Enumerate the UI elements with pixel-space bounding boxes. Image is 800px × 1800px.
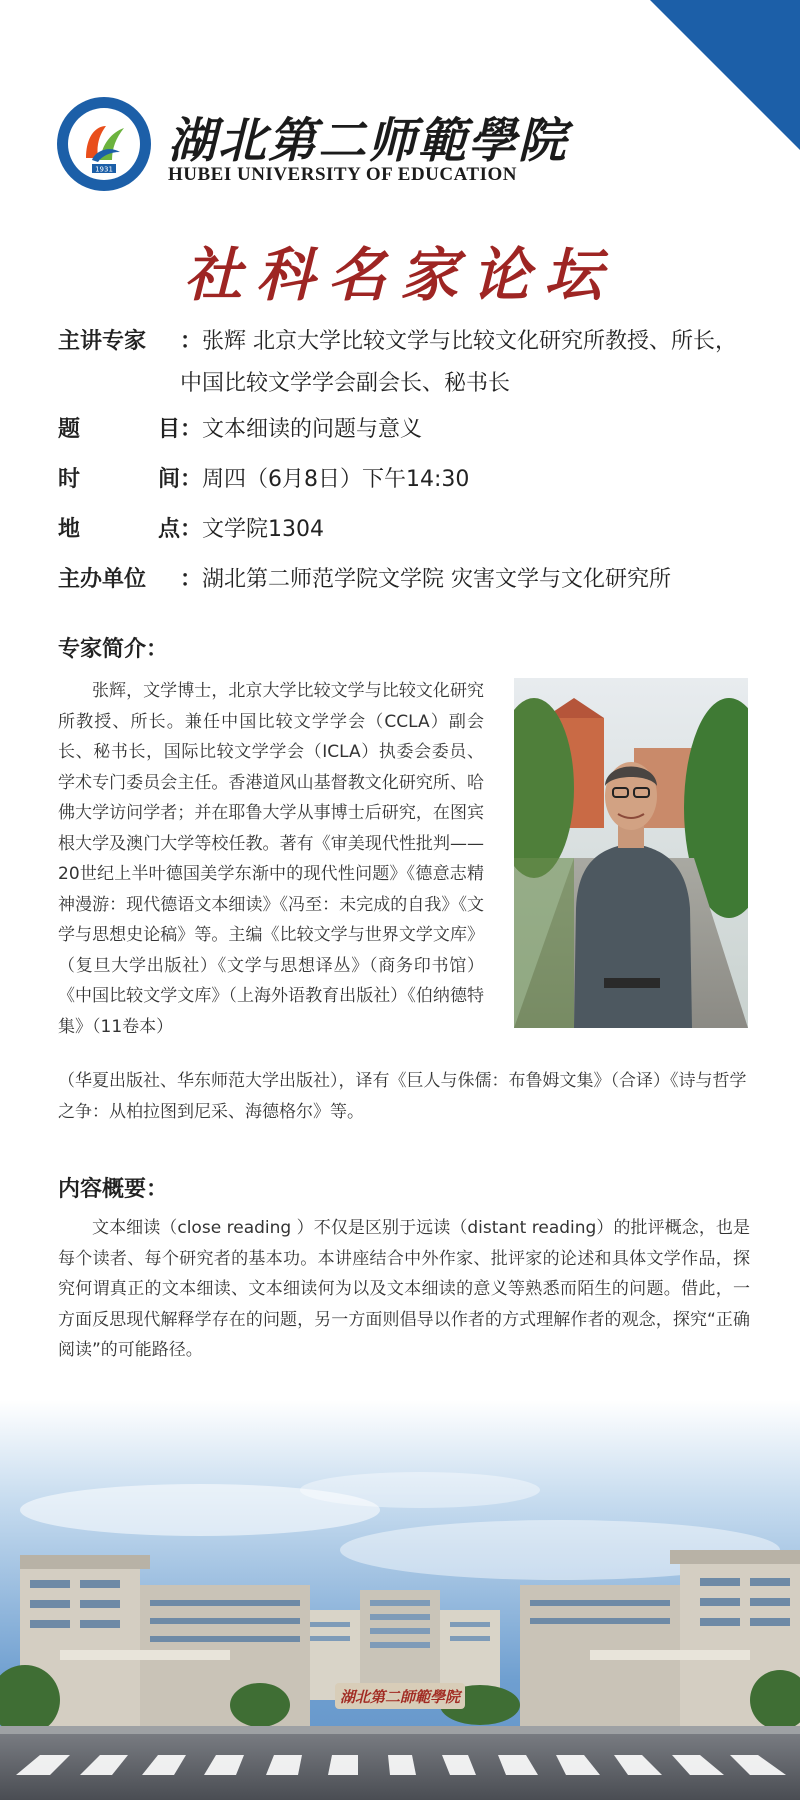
school-name-cn: 湖北第二师範學院 — [168, 113, 569, 169]
logo-year: 1931 — [95, 165, 113, 174]
topic-label: 题 目 — [58, 417, 180, 442]
info-colon: ： — [180, 467, 203, 492]
summary-title: 内容概要： — [58, 1177, 169, 1202]
info-row-topic — [58, 414, 788, 446]
host-label: 主办单位 — [58, 567, 147, 592]
expert-label: 主讲专家 — [58, 329, 147, 354]
bio-text: 张辉，文学博士，北京大学比较文学与比较文化研究所教授、所长。兼任中国比较文学学会（CCLA）副会长、秘书长，国际比较文学学会（ICLA）执委会委员、学术专门委员会主任。香港道风山基督教文化研究所、哈佛大学访问学者；并在耶鲁大学从事博士后研究，在图宾根大学及澳门大学等校任教。著有《审美现代性批判——20世纪上半叶德国美学东渐中的现代性问题》《德意志精神漫游：现代德语文本细读》《冯至：未完成的自我》《文学与思想史论稿》等。主编《比较文学与世界文学文库》（复旦大学出版社）《文学与思想译丛》（商务印书馆）《中国比较文学文库》（上海外语教育出版社）《伯纳德特集》（11卷本） — [58, 681, 484, 1037]
time-label: 时 间 — [58, 467, 180, 492]
host-value: 湖北第二师范学院文学院 灾害文学与文化研究所 — [202, 567, 671, 592]
place-value: 文学院1304 — [202, 517, 324, 542]
place-label: 地 点 — [58, 517, 180, 542]
expert-photo — [514, 678, 748, 1028]
expert-value-cont: 中国比较文学学会副会长、秘书长 — [180, 371, 511, 396]
bio-text-tail: （华夏出版社、华东师范大学出版社），译有《巨人与侏儒：布鲁姆文集》（合译）《诗与哲学之争：从柏拉图到尼采、海德格尔》等。 — [58, 1071, 747, 1122]
info-row-host — [58, 564, 788, 596]
expert-value: 张辉 北京大学比较文学与比较文化研究所教授、所长， — [202, 329, 737, 354]
info-colon: ： — [180, 329, 203, 354]
lecture-info — [58, 326, 788, 596]
school-logo — [56, 96, 152, 192]
campus-panorama — [0, 1400, 800, 1800]
forum-title: 社科名家论坛 — [183, 241, 616, 309]
header — [56, 96, 576, 196]
bio-title: 专家简介： — [58, 637, 169, 662]
time-value: 周四（6月8日）下午14:30 — [202, 467, 470, 492]
info-row-place — [58, 514, 788, 546]
info-row-time — [58, 464, 788, 496]
summary-text: 文本细读（close reading ）不仅是区别于远读（distant reading）的批评概念，也是每个读者、每个研究者的基本功。本讲座结合中外作家、批评家的论述和具体文学作品，探究何谓真正的文本细读、文本细读何为以及文本细读的意义等熟悉而陌生的问题。借此，一方面反思现代解释学存在的问题，另一方面则倡导以作者的方式理解作者的观念，探究“正确阅读”的可能路径。 — [58, 1218, 750, 1360]
info-colon: ： — [180, 567, 203, 592]
info-row-expert-cont — [180, 368, 788, 400]
school-name-en: HUBEI UNIVERSITY OF EDUCATION — [168, 164, 517, 185]
info-colon: ： — [180, 517, 203, 542]
campus-gate-text: 湖北第二師範學院 — [339, 1688, 461, 1706]
corner-decoration — [650, 0, 800, 150]
topic-value: 文本细读的问题与意义 — [202, 417, 423, 442]
info-row-expert — [58, 326, 788, 358]
info-colon: ： — [180, 417, 203, 442]
